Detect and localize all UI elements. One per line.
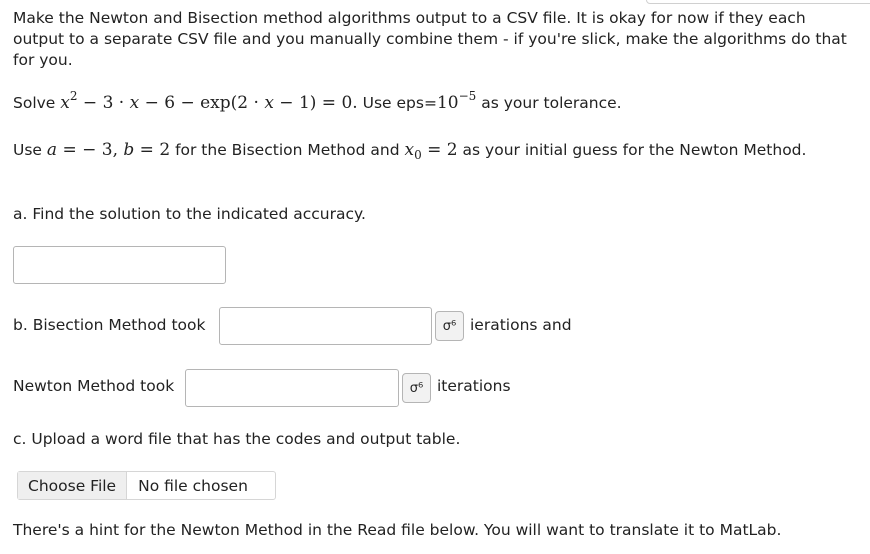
a-value: = − 3, bbox=[57, 140, 124, 160]
file-upload-control[interactable] bbox=[17, 471, 276, 500]
bisection-preview-button[interactable] bbox=[435, 311, 464, 341]
a-var: a bbox=[46, 140, 58, 160]
preview-icon: σ⁶ bbox=[409, 380, 424, 396]
equation-line bbox=[13, 88, 850, 119]
bisection-suffix: ierations and bbox=[470, 316, 572, 334]
choose-file-button[interactable]: Choose File bbox=[18, 472, 127, 499]
params-middle: for the Bisection Method and bbox=[170, 141, 405, 159]
newton-iterations-input[interactable] bbox=[185, 369, 399, 407]
file-status-text: No file chosen bbox=[138, 476, 248, 495]
preview-icon: σ⁶ bbox=[442, 318, 457, 334]
bisection-iterations-input[interactable] bbox=[219, 307, 432, 345]
intro-text: Make the Newton and Bisection method algorithms output to a CSV file. It is okay for now if they each output to a separate CSV file and you manually combine them - if you're slick, make the algorithms do that for you. bbox=[13, 9, 847, 69]
bisection-label: b. Bisection Method took bbox=[13, 316, 206, 334]
b-var: b bbox=[123, 140, 135, 160]
part-a-prompt: a. Find the solution to the indicated accuracy. bbox=[13, 205, 366, 223]
newton-preview-button[interactable] bbox=[402, 373, 431, 403]
params-lead: Use bbox=[13, 141, 42, 159]
equation-lead: Solve bbox=[13, 94, 56, 112]
eps-label: Use eps= bbox=[362, 94, 437, 112]
newton-label: Newton Method took bbox=[13, 377, 175, 395]
params-block bbox=[13, 140, 850, 162]
newton-suffix: iterations bbox=[437, 377, 511, 395]
params-tail: as your initial guess for the Newton Method. bbox=[457, 141, 807, 159]
eps-tail: as your tolerance. bbox=[481, 94, 622, 112]
equation-expression: $x^2 - 3 \cdot x - 6 - \exp(2 \cdot x - 1) = 0$. bbox=[60, 89, 358, 113]
hint-text: There's a hint for the Newton Method in the Read file below. You will want to translate it to MatLab. bbox=[13, 521, 782, 539]
x0-value: = 2 bbox=[421, 140, 458, 160]
x0-sub: 0 bbox=[414, 148, 422, 162]
intro-block bbox=[13, 8, 850, 71]
part-c-prompt: c. Upload a word file that has the codes and output table. bbox=[13, 430, 461, 448]
part-a-answer-input[interactable] bbox=[13, 246, 226, 284]
eps-value: $10^{-5}$ bbox=[436, 89, 477, 113]
b-value: = 2 bbox=[134, 140, 171, 160]
x0-var: x bbox=[404, 140, 415, 160]
top-answer-box-edge bbox=[646, 0, 870, 4]
